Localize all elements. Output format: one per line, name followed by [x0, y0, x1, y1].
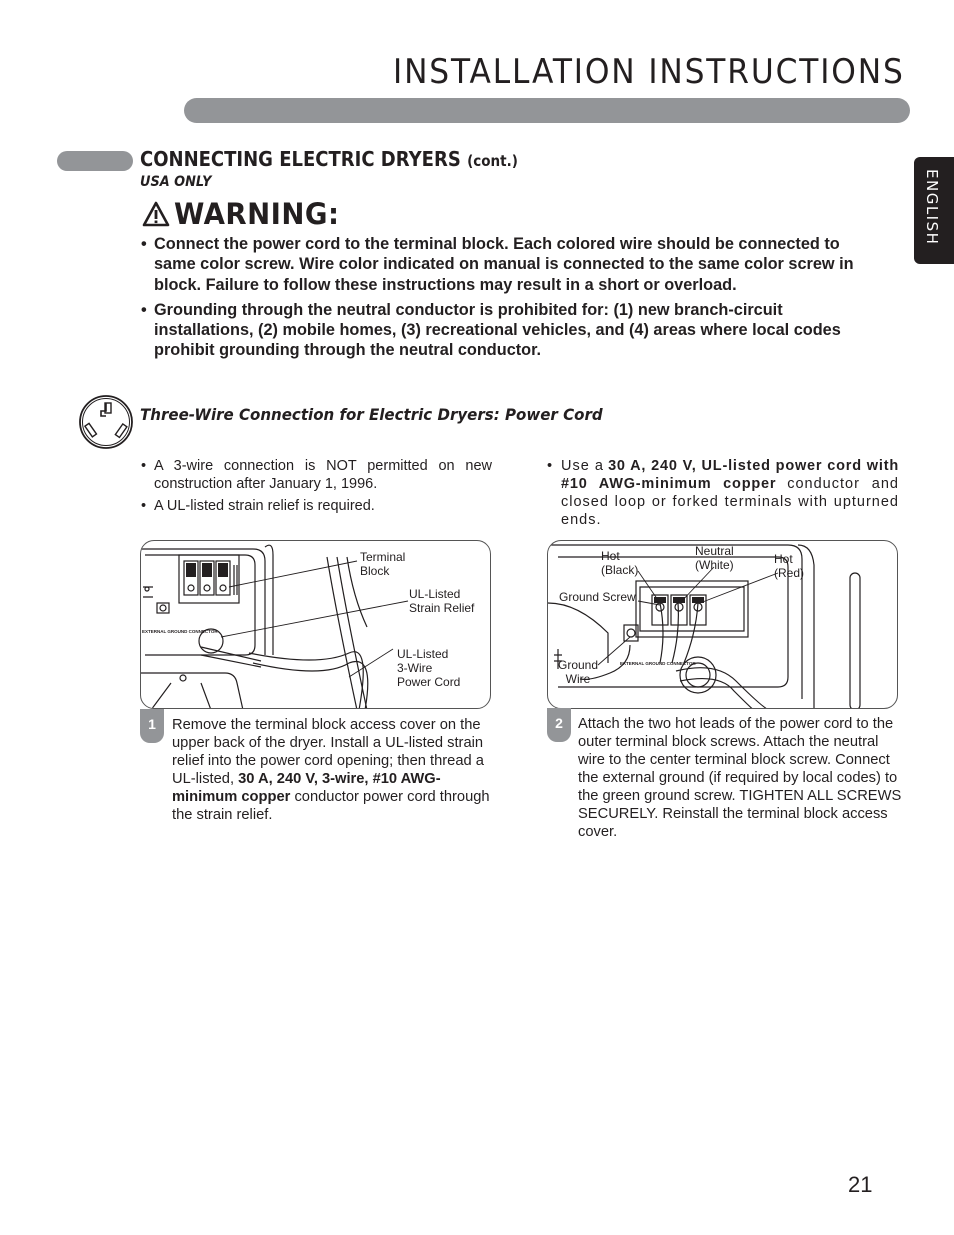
page-number: 21: [848, 1172, 873, 1197]
figure-1-diagram: [140, 540, 491, 709]
hot-black-label: Hot (Black): [601, 549, 639, 577]
ground-screw-label: Ground Screw: [559, 590, 636, 604]
power-cord-item: [547, 457, 899, 529]
section-heading-text: CONNECTING ELECTRIC DRYERS: [140, 147, 461, 171]
step-1-text-end: conductor power cord through the strain relief.: [172, 789, 490, 823]
figure-2-connector-text: EXTERNAL GROUND CONNECTOR: [620, 661, 696, 666]
warning-item: • Connect the power cord to the terminal block. Each colored wire should be connected to same color screw. Wire color indicated on manual is connected to the same color screw in block. Failure to follow these instructions may result in a short or overload.: [141, 234, 881, 295]
power-cord-prefix: Use a: [561, 458, 604, 474]
warning-list: [141, 234, 881, 366]
step-1-text-bold: 30 A, 240 V, 3-wire, #10 AWG-minimum copper: [172, 771, 441, 805]
step-1-text-start: Remove the terminal block access cover on the upper back of the dryer. Install a UL-listed strain relief into the power cord opening; then thread a UL-listed,: [172, 717, 484, 787]
warning-heading-text: WARNING:: [174, 197, 340, 231]
figure-1-connector-text: EXTERNAL GROUND CONNECTOR: [142, 629, 218, 634]
strain-relief-label: UL-Listed Strain Relief: [409, 587, 475, 615]
title-bar: [184, 98, 910, 123]
terminal-block-label: Terminal Block: [360, 550, 406, 578]
neutral-white-label: Neutral (White): [695, 544, 734, 572]
power-cord-label: UL-Listed 3-Wire Power Cord: [397, 647, 461, 689]
ground-wire-label: Ground Wire: [558, 658, 599, 686]
power-cord-spec: 30 A, 240 V, UL-listed power cord with #10 AWG-minimum copper: [561, 458, 899, 492]
warning-triangle-icon: [142, 201, 170, 227]
region-note: USA ONLY: [140, 174, 212, 190]
section-heading: [140, 147, 518, 171]
step-1-text: [172, 716, 492, 824]
warning-item: • Grounding through the neutral conductor is prohibited for: (1) new branch-circuit installations, (2) mobile homes, (3) recreational vehicles, and (4) areas where local codes prohibit grounding through the neutral conductor.: [141, 300, 881, 361]
step-2-number: 2: [547, 708, 571, 742]
step-1-number: 1: [140, 709, 164, 743]
requirement-item: • A 3-wire connection is NOT permitted on new construction after January 1, 1996.: [141, 457, 492, 493]
requirements-list: [141, 457, 492, 519]
section-marker: [57, 151, 133, 171]
language-tab[interactable]: [914, 157, 954, 264]
warning-heading: [142, 197, 348, 231]
step-2-text: Attach the two hot leads of the power cord to the outer terminal block screws. Attach the neutral wire to the center terminal block screw. Connect the external ground (if required by local codes) to the green ground screw. TIGHTEN ALL SCREWS SECURELY. Reinstall the terminal block access cover.: [578, 716, 902, 840]
power-cord-requirement: [547, 457, 899, 529]
requirement-item: • A UL-listed strain relief is required.: [141, 497, 492, 515]
three-prong-outlet-icon: [77, 393, 135, 451]
section-heading-suffix: (cont.): [467, 152, 518, 170]
hot-red-label: Hot (Red): [774, 552, 805, 580]
power-cord-suffix: conductor and closed loop or forked terminals with upturned ends.: [561, 476, 899, 528]
page-title: INSTALLATION INSTRUCTIONS: [393, 52, 905, 92]
figure-2-diagram: [547, 540, 898, 709]
subsection-heading: Three-Wire Connection for Electric Dryers: Power Cord: [140, 405, 603, 424]
language-tab-label: ENGLISH: [923, 169, 941, 246]
